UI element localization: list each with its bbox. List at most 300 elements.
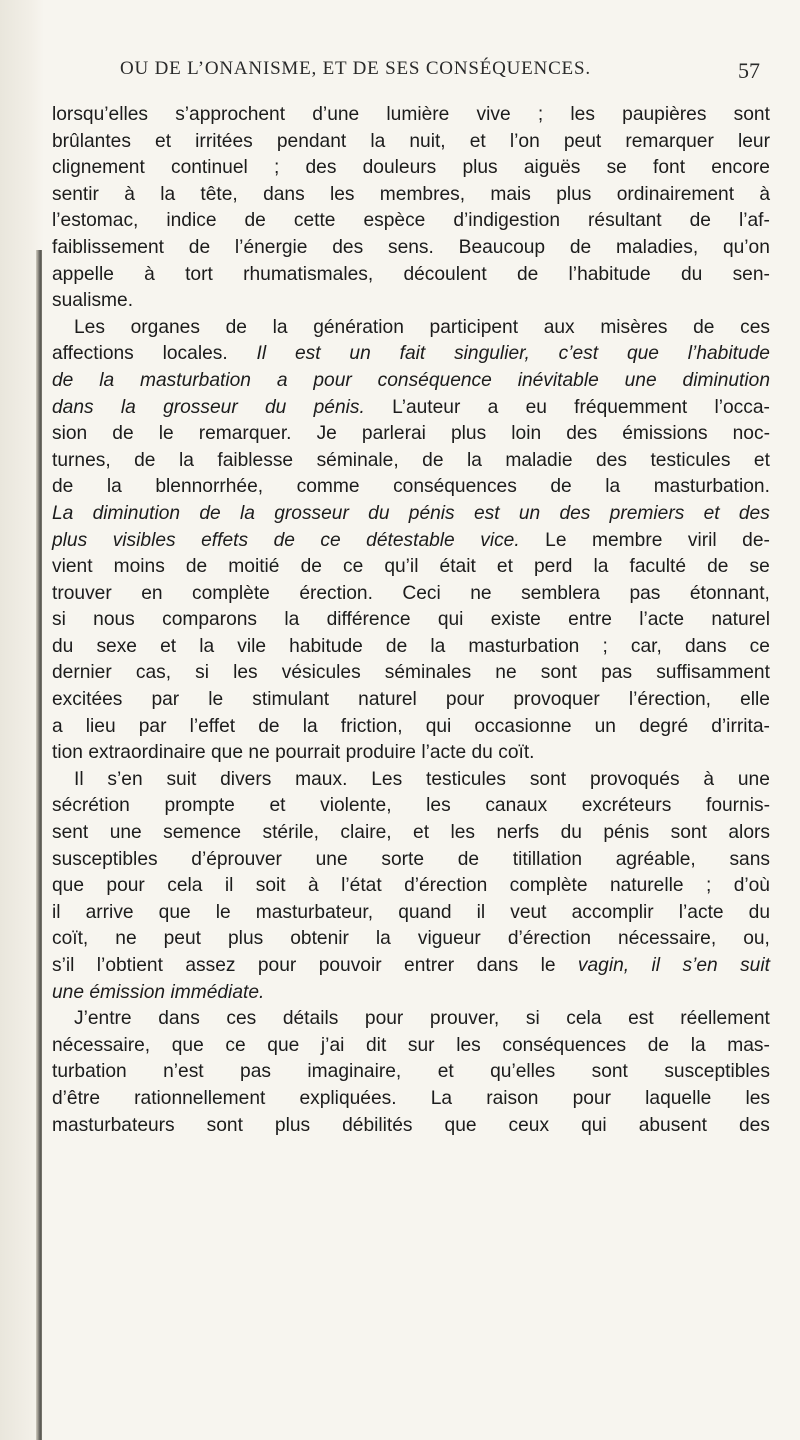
word: un [518, 502, 541, 524]
word: mas- [727, 1034, 770, 1056]
word: a [52, 715, 63, 737]
word: cette [293, 210, 336, 232]
word: d’éprouver [191, 848, 282, 870]
word: la [302, 715, 318, 737]
word: habitude [289, 635, 363, 657]
word: pour [106, 875, 145, 897]
word: dans [52, 396, 94, 418]
word: le [540, 955, 556, 976]
word: entre [568, 609, 612, 631]
word: sexe [96, 635, 137, 657]
word: tête, [200, 183, 238, 205]
word: membre [592, 529, 663, 551]
word: de [258, 715, 280, 737]
word: se [749, 556, 770, 578]
word: qu’elles [490, 1061, 556, 1083]
word: sorte [381, 848, 425, 870]
word: pas [629, 582, 661, 604]
text-line [52, 341, 770, 368]
word: coït, [52, 928, 89, 950]
word: d’érection [507, 928, 592, 950]
text-line [52, 820, 770, 847]
word: violente, [320, 795, 392, 817]
word: l’acte [639, 609, 685, 631]
word: friction, [340, 715, 403, 737]
text-line [52, 1006, 770, 1033]
word: ordinairement [616, 183, 735, 205]
word: sualisme. [52, 290, 134, 312]
word: de [693, 316, 715, 338]
word: complète [192, 582, 270, 604]
word: la [272, 316, 288, 338]
word: émission [89, 981, 166, 1003]
word: canaux [485, 795, 548, 817]
word: les [570, 104, 595, 125]
word: du [560, 822, 582, 844]
word: de [199, 502, 221, 524]
word: l’on [509, 130, 540, 152]
word: turnes, [52, 449, 111, 471]
word: continuel [170, 157, 248, 179]
word: provoqués [589, 768, 680, 790]
word: maladies, [616, 236, 699, 258]
word: et [703, 502, 720, 524]
word: génération [313, 316, 404, 338]
word: coït. [498, 742, 535, 764]
word: à [759, 183, 770, 205]
word: paupières [622, 104, 707, 125]
word: pourrait [275, 742, 341, 764]
word: de [244, 210, 266, 232]
word: l’estomac, [52, 210, 139, 232]
word: pendant [276, 130, 347, 152]
word: arrive [85, 901, 134, 923]
word: plus [52, 529, 88, 551]
word: érection. [299, 582, 373, 604]
word: s’en [682, 955, 718, 976]
word: aux [543, 316, 575, 338]
word: pour [313, 369, 352, 391]
word: conséquence [377, 369, 492, 391]
text-line [52, 395, 770, 422]
word: conséquences [393, 476, 517, 498]
word: blennorrhée, [155, 476, 264, 498]
word: masturbateurs [52, 1114, 175, 1136]
word: à [308, 875, 319, 897]
word: et [496, 556, 513, 578]
word: tort [185, 263, 213, 285]
word: pouvoir [318, 955, 382, 976]
text-line [52, 1033, 770, 1060]
word: l’af- [738, 210, 770, 232]
word: les [233, 662, 258, 684]
word: la [99, 369, 115, 391]
word: la [240, 502, 255, 524]
word: nécessaire, [618, 928, 717, 950]
word: que [211, 742, 244, 764]
word: appelle [52, 263, 114, 285]
book-spine-edge [36, 250, 42, 1440]
word: débilités [342, 1114, 413, 1136]
word: par [138, 715, 167, 737]
word: pénis [603, 822, 650, 844]
text-line [52, 847, 770, 874]
word: prompte [164, 795, 235, 817]
word: l’érection, [628, 689, 711, 711]
word: la [593, 556, 609, 578]
text-line [52, 262, 770, 289]
word: misères [600, 316, 668, 338]
word: de [385, 635, 408, 657]
word: indice [166, 210, 217, 232]
word: pas [601, 662, 633, 684]
word: nous [93, 609, 135, 631]
text-line [52, 714, 770, 741]
word: et [753, 449, 770, 471]
word: de [52, 369, 74, 391]
word: d’une [312, 104, 360, 125]
word: faiblissement [52, 236, 164, 258]
word: de [569, 236, 592, 258]
word: de [273, 529, 295, 551]
word: l’habitude [568, 263, 651, 285]
word: claire, [340, 822, 392, 844]
page-number: 57 [738, 58, 760, 83]
word: divers [220, 768, 272, 790]
word: de [300, 556, 322, 578]
word: de [185, 556, 208, 578]
word: il [52, 901, 61, 923]
word: l’acte [678, 901, 724, 923]
word: des [559, 502, 591, 524]
word: ; [273, 157, 280, 179]
word: sont [206, 1114, 243, 1136]
word: cela [167, 875, 203, 897]
text-line [52, 528, 770, 555]
word: des [738, 1114, 770, 1136]
word: est [294, 343, 321, 365]
text-line [52, 793, 770, 820]
word: était [439, 556, 476, 578]
word: affections [52, 343, 134, 365]
word: produire [345, 742, 416, 764]
word: cela [566, 1008, 602, 1030]
word: Le [545, 529, 567, 551]
word: vile [237, 635, 267, 657]
word: vagin, [577, 955, 630, 976]
word: pénis. [313, 396, 365, 418]
word: ces [740, 316, 770, 338]
word: excitées [52, 689, 123, 711]
word: sentir [52, 183, 99, 205]
word: s’il [52, 955, 75, 976]
word: nécessaire, [52, 1034, 151, 1056]
word: comme [296, 476, 360, 498]
word: la [370, 130, 386, 152]
word: à [703, 768, 715, 790]
word: des [738, 502, 770, 524]
word: locales. [162, 343, 228, 365]
word: d’indigestion [453, 210, 561, 232]
word: l’effet [189, 715, 236, 737]
word: peut [163, 928, 201, 950]
word: comparons [162, 609, 258, 631]
word: ces [226, 1008, 257, 1030]
word: du [471, 742, 493, 764]
word: de [689, 210, 711, 232]
word: parlerai [361, 423, 426, 445]
word: masturbation. [653, 476, 770, 498]
word: alors [728, 822, 770, 844]
word: nuit, [409, 130, 446, 152]
text-line [52, 900, 770, 927]
word: les [329, 183, 355, 205]
word: c’est [558, 343, 599, 365]
word: masturbateur, [255, 901, 374, 923]
word: par [151, 689, 180, 711]
word: la [690, 1034, 706, 1056]
text-line [52, 235, 770, 262]
word: immédiate. [170, 981, 265, 1003]
word: du [52, 635, 74, 657]
word: elle [740, 689, 770, 711]
word: la [160, 183, 176, 205]
word: visibles [112, 529, 176, 551]
word: découlent [403, 263, 487, 285]
word: de [225, 316, 247, 338]
word: entrer [404, 955, 455, 976]
text-line [52, 1059, 770, 1086]
word: le [208, 689, 224, 711]
word: conséquences [502, 1034, 627, 1056]
text-line [52, 102, 770, 129]
word: ce [342, 556, 364, 578]
page-header [120, 58, 760, 88]
word: sion [52, 423, 88, 445]
word: singulier, [454, 343, 530, 365]
word: séminale, [316, 449, 399, 471]
word: laquelle [645, 1087, 712, 1109]
word: détails [282, 1008, 339, 1030]
word: et [469, 130, 486, 152]
word: de [457, 848, 480, 870]
word: Je [316, 423, 337, 445]
word: réellement [680, 1008, 770, 1030]
word: grosseur [163, 396, 238, 418]
word: Il [74, 768, 84, 790]
word: quand [398, 901, 452, 923]
word: extraordinaire [88, 742, 206, 764]
word: dans [158, 1008, 200, 1030]
word: moitié [228, 556, 280, 578]
word: vésicules [281, 662, 361, 684]
word: mais [490, 183, 531, 205]
word: dernier [52, 662, 112, 684]
word: naturel [358, 689, 417, 711]
word: naturelle [609, 875, 684, 897]
word: sécrétion [52, 795, 130, 817]
word: ceux [508, 1114, 550, 1136]
word: irritées [195, 130, 253, 152]
word: un [349, 343, 371, 365]
word: dans [476, 955, 519, 976]
word: noc- [732, 423, 770, 445]
word: participent [429, 316, 519, 338]
word: nerfs [496, 822, 540, 844]
word: vient [52, 556, 93, 578]
word: masturbation [468, 635, 580, 657]
word: imaginaire, [307, 1061, 402, 1083]
word: tion [52, 742, 83, 764]
word: une [315, 848, 348, 870]
text-line [52, 873, 770, 900]
word: semence [163, 822, 242, 844]
word: maladie [505, 449, 573, 471]
word: provoquer [513, 689, 600, 711]
word: ne [495, 662, 517, 684]
word: pas [240, 1061, 271, 1083]
word: plus [228, 928, 264, 950]
word: titillation [512, 848, 583, 870]
word: des [596, 449, 627, 471]
word: ne [115, 928, 137, 950]
word: et [437, 1061, 454, 1083]
text-line [52, 660, 770, 687]
word: turbation [52, 1061, 127, 1083]
word: Il [256, 343, 267, 365]
word: pour [572, 1087, 611, 1109]
word: détestable [366, 529, 455, 551]
word: la [430, 635, 446, 657]
word: sent [52, 822, 89, 844]
word: sans [729, 848, 770, 870]
text-line [52, 421, 770, 448]
text-line [52, 634, 770, 661]
word: susceptibles [52, 848, 158, 870]
text-line [52, 926, 770, 953]
word: maux. [295, 768, 348, 790]
word: plus [556, 183, 592, 205]
word: naturel [711, 609, 770, 631]
word: l’occa- [714, 396, 770, 418]
word: le [158, 423, 174, 445]
word: l’état [341, 875, 382, 897]
word: étonnant, [689, 582, 770, 604]
word: la [605, 476, 621, 498]
word: que [158, 901, 191, 923]
word: d’être [52, 1087, 100, 1109]
word: de [707, 556, 729, 578]
word: et [160, 635, 177, 657]
word: et [413, 822, 430, 844]
word: plus [462, 157, 498, 179]
text-line [52, 554, 770, 581]
word: sont [540, 662, 578, 684]
running-title: OU DE L’ONANISME, ET DE SES CONSÉQUENCES. [120, 58, 591, 79]
word: le [215, 901, 231, 923]
text-line [52, 1113, 770, 1140]
word: il [224, 875, 234, 897]
text-line [52, 501, 770, 528]
word: si [195, 662, 210, 684]
word: remarquer [625, 130, 714, 152]
word: et [155, 130, 172, 152]
word: la [284, 609, 300, 631]
word: une [624, 369, 657, 391]
word: une [52, 981, 85, 1003]
word: trouver [52, 582, 112, 604]
word: l’énergie [234, 236, 308, 258]
word: j’ai [320, 1034, 345, 1056]
word: d’érection [404, 875, 488, 897]
word: des [332, 236, 364, 258]
word: si [525, 1008, 540, 1030]
word: testicules [650, 449, 731, 471]
word: il [651, 955, 661, 976]
word: la [375, 928, 391, 950]
text-line [52, 315, 770, 342]
word: d’où [733, 875, 770, 897]
word: ; [602, 635, 608, 657]
word: qui [437, 609, 464, 631]
word: membres, [379, 183, 466, 205]
word: la [178, 449, 194, 471]
word: Beaucoup [458, 236, 546, 258]
word: de [516, 263, 539, 285]
word: pour [257, 955, 297, 976]
word: La [52, 502, 74, 524]
word: encore [711, 157, 770, 179]
text-line [52, 767, 770, 794]
text-line [52, 208, 770, 235]
word: une [109, 822, 142, 844]
word: sont [733, 104, 770, 125]
word: émissions [622, 423, 708, 445]
word: eu [525, 396, 547, 418]
word: raison [486, 1087, 539, 1109]
word: les [745, 1087, 770, 1109]
word: premiers [609, 502, 685, 524]
word: a [487, 396, 499, 418]
word: suit [740, 955, 770, 976]
word: agréable, [615, 848, 696, 870]
word: les [450, 822, 476, 844]
word: dit [366, 1034, 387, 1056]
word: d’irrita- [711, 715, 770, 737]
word: s’approchent [175, 104, 286, 125]
word: cas, [135, 662, 172, 684]
text-line [52, 953, 770, 980]
word: plus [451, 423, 487, 445]
word: du [680, 263, 703, 285]
word: de [647, 1034, 670, 1056]
word: sont [591, 1061, 628, 1083]
word: effets [201, 529, 249, 551]
word: suffisamment [656, 662, 770, 684]
word: semblera [521, 582, 600, 604]
word: une [737, 768, 770, 790]
word: ou, [743, 928, 770, 950]
word: excréteurs [581, 795, 672, 817]
word: un [594, 715, 616, 737]
text-line [52, 182, 770, 209]
word: l’obtient [96, 955, 163, 976]
word: complète [509, 875, 588, 897]
word: pour [364, 1008, 404, 1030]
word: prouver, [429, 1008, 500, 1030]
word: des [305, 157, 337, 179]
word: est [473, 502, 500, 524]
